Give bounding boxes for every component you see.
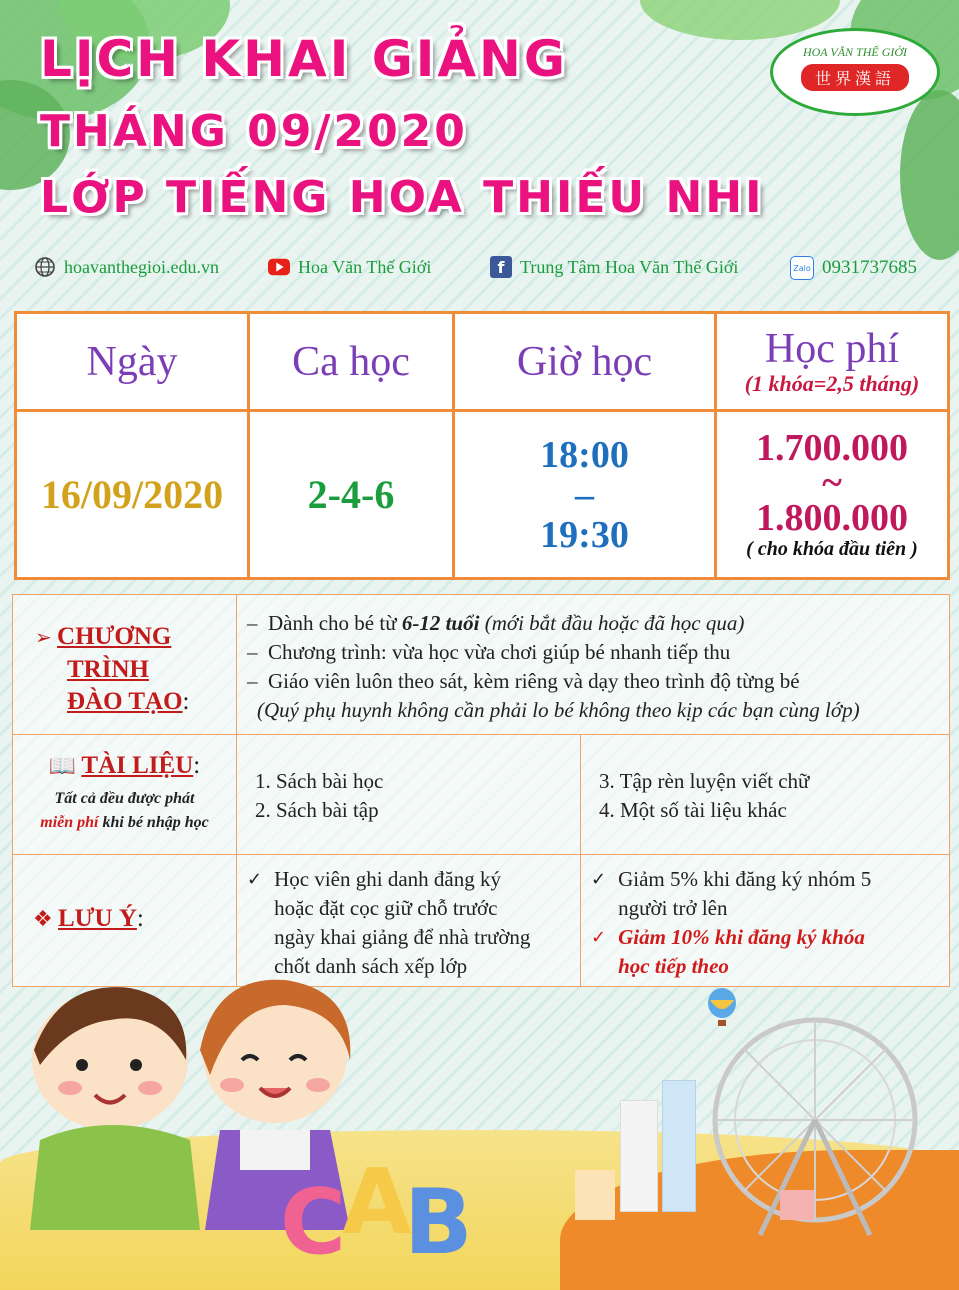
notes-row [13, 855, 950, 987]
facebook-text: Trung Tâm Hoa Văn Thế Giới [520, 256, 739, 277]
material-item-2: 2. Sách bài tập [255, 798, 379, 822]
program-item-3: – Giáo viên luôn theo sát, kèm riêng và dạy theo trình độ từng bé [247, 669, 800, 693]
school-logo [770, 28, 940, 116]
materials-label: 📖 TÀI LIỆU: Tất cả đều được phát miễn phí khi bé nhập học [13, 735, 237, 855]
logo-name: HOA VĂN THẾ GIỚI [802, 45, 908, 59]
check-icon-red: ✓ [591, 927, 607, 948]
header-session: Ca học [249, 313, 454, 411]
contact-website[interactable] [34, 256, 219, 278]
contact-youtube[interactable] [268, 256, 431, 278]
notes-right: ✓ Giảm 5% khi đăng ký nhóm 5 người trở lên ✓ Giảm 10% khi đăng ký khóa học tiếp theo [581, 855, 950, 987]
program-item-2: – Chương trình: vừa học vừa chơi giúp bé nhanh tiếp thu [247, 640, 731, 664]
session-days: 2-4-6 [249, 411, 454, 579]
block-letter-b: B [404, 1170, 473, 1275]
material-item-1: 1. Sách bài học [255, 769, 384, 793]
facebook-icon: f [490, 256, 512, 278]
start-date: 16/09/2020 [16, 411, 249, 579]
globe-icon [34, 256, 56, 278]
header-time: Giờ học [454, 313, 716, 411]
zalo-phone: 0931737685 [822, 257, 917, 278]
schedule-row [16, 411, 949, 579]
zalo-icon: Zalo [790, 256, 814, 280]
notes-label: ❖ LƯU Ý: [13, 855, 237, 987]
fee-condition: ( cho khóa đầu tiên ) [746, 538, 918, 560]
program-note: (Quý phụ huynh không cần phải lo bé không theo kịp các bạn cùng lớp) [257, 698, 860, 722]
contact-zalo[interactable] [790, 256, 917, 280]
info-table [12, 594, 950, 987]
materials-free-note: Tất cả đều được phát miễn phí khi bé nhập học [40, 790, 209, 831]
ferris-wheel-illustration [690, 1010, 940, 1240]
youtube-text: Hoa Văn Thế Giới [298, 256, 432, 277]
materials-row [13, 735, 950, 855]
title-line-2: THÁNG 09/2020 [40, 106, 468, 157]
logo-chinese: 世界漢語 [801, 64, 909, 91]
block-letter-c: C [280, 1170, 347, 1275]
materials-list-left [237, 735, 581, 855]
materials-list-right [581, 735, 950, 855]
block-letter-a: A [342, 1150, 412, 1255]
header-fee: Học phí (1 khóa=2,5 tháng) [716, 313, 949, 411]
tuition-fee: 1.700.000 ~ 1.800.000 ( cho khóa đầu tiên ) [716, 411, 949, 579]
check-icon: ✓ [247, 869, 263, 890]
header-date: Ngày [16, 313, 249, 411]
program-item-1: – Dành cho bé từ 6-12 tuổi (mới bắt đầu hoặc đã học qua) [247, 611, 745, 635]
notes-left: ✓ Học viên ghi danh đăng ký hoặc đặt cọc giữ chỗ trước ngày khai giảng để nhà trường chốt danh sách xếp lớp [237, 855, 581, 987]
abc-blocks-illustration [280, 1150, 480, 1275]
program-details [237, 595, 950, 735]
fee-duration-note: (1 khóa=2,5 tháng) [744, 370, 920, 396]
title-line-3: LỚP TIẾNG HOA THIẾU NHI [40, 172, 765, 223]
class-time: 18:00 – 19:30 [454, 411, 716, 579]
youtube-icon [268, 256, 290, 278]
material-item-3: 3. Tập rèn luyện viết chữ [599, 769, 810, 793]
contact-facebook[interactable] [490, 256, 738, 278]
website-text: hoavanthegioi.edu.vn [64, 256, 219, 277]
book-icon: 📖 [48, 754, 77, 779]
check-icon: ✓ [591, 869, 607, 890]
title-line-1: LỊCH KHAI GIẢNG [40, 30, 568, 88]
contact-bar [34, 256, 934, 284]
schedule-header-row [16, 313, 949, 411]
schedule-table [14, 311, 950, 580]
program-row [13, 595, 950, 735]
program-label: ➢ CHƯƠNG TRÌNH ĐÀO TẠO: [13, 595, 237, 735]
material-item-4: 4. Một số tài liệu khác [599, 798, 787, 822]
hot-air-balloon-icon [706, 988, 738, 1028]
